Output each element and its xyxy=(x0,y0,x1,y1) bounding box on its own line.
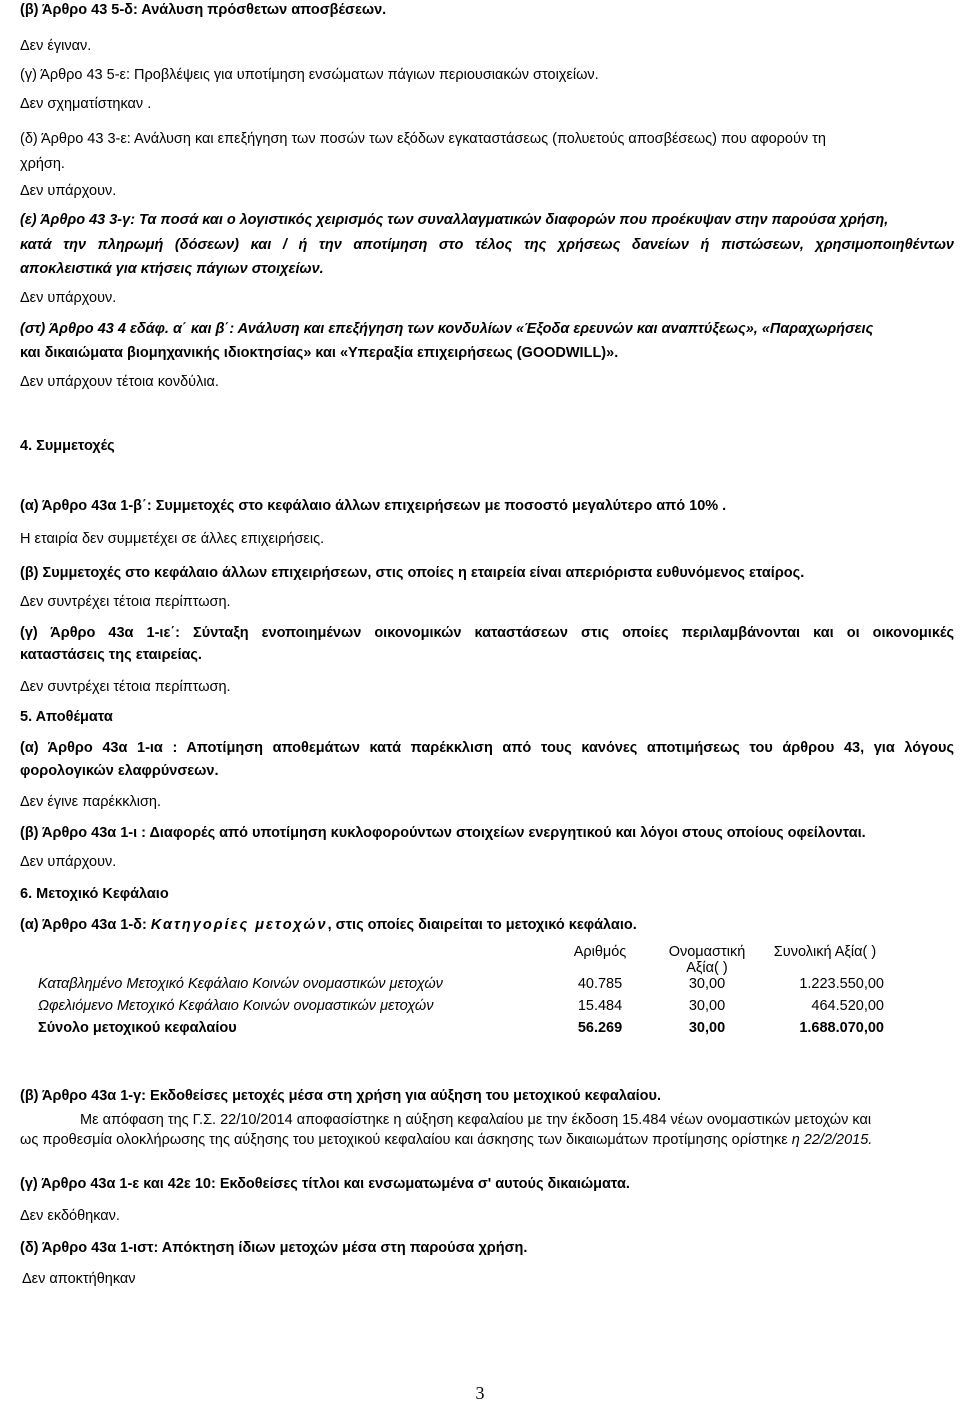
section-4a-text: Η εταιρία δεν συμμετέχει σε άλλες επιχειρήσεις. xyxy=(20,531,325,547)
section-6b-text-line2-main: ως προθεσμία ολοκλήρωσης της αύξησης του μετοχικού κεφαλαίου και άσκησης των δικαιωμάτων προτίμησης ορίστηκε xyxy=(20,1132,792,1148)
header-empty-cell xyxy=(38,944,552,976)
section-5a-title-line2: φορολογικών ελαφρύνσεων. xyxy=(20,763,219,779)
header-total: Συνολική Αξία( ) xyxy=(773,944,877,960)
total-nominal: 30,00 xyxy=(688,1020,726,1036)
table-row xyxy=(38,976,894,998)
table-row xyxy=(38,998,894,1020)
section-5a-text: Δεν έγινε παρέκκλιση. xyxy=(20,794,162,810)
row-label: Ωφελιόμενο Μετοχικό Κεφάλαιο Κοινών ονομαστικών μετοχών xyxy=(38,998,434,1014)
row-nominal: 30,00 xyxy=(688,976,726,992)
section-6-heading: 6. Μετοχικό Κεφάλαιο xyxy=(20,886,169,902)
total-value: 1.688.070,00 xyxy=(799,1020,884,1036)
section-e-text: Δεν υπάρχουν. xyxy=(20,290,117,306)
section-d-text: Δεν υπάρχουν. xyxy=(20,183,117,199)
section-6b-title: (β) Άρθρο 43α 1-γ: Εκδοθείσες μετοχές μέσα στη χρήση για αύξηση του μετοχικού κεφαλαίου. xyxy=(20,1088,661,1104)
page-number: 3 xyxy=(475,1383,485,1403)
table-total-row xyxy=(38,1020,894,1042)
section-6c-title: (γ) Άρθρο 43α 1-ε και 42ε 10: Εκδοθείσες τίτλοι και ενσωματωμένα σ' αυτούς δικαιώματα. xyxy=(20,1176,630,1192)
section-6a-title-spaced: Κατηγορίες μετοχών xyxy=(150,917,328,933)
section-6b-text-line2 xyxy=(20,1131,872,1149)
table-header-row xyxy=(38,944,894,976)
row-total: 464.520,00 xyxy=(811,998,884,1014)
section-st-title-line2: και δικαιώματα βιομηχανικής ιδιοκτησίας» και «Υπεραξία επιχειρήσεως (GOODWILL)». xyxy=(20,345,619,361)
section-4c-text: Δεν συντρέχει τέτοια περίπτωση. xyxy=(20,679,231,695)
section-6d-title: (δ) Άρθρο 43α 1-ιστ: Απόκτηση ίδιων μετοχών μέσα στη παρούσα χρήση. xyxy=(20,1240,528,1256)
header-nominal-line1: Ονομαστική xyxy=(668,944,746,960)
section-6d-text: Δεν αποκτήθηκαν xyxy=(22,1271,136,1287)
section-4-heading: 4. Συμμετοχές xyxy=(20,438,115,454)
section-6b-date: η 22/2/2015. xyxy=(791,1132,873,1148)
section-5-heading: 5. Αποθέματα xyxy=(20,709,113,725)
row-quantity: 40.785 xyxy=(577,976,623,992)
section-b-text: Δεν έγιναν. xyxy=(20,38,92,54)
header-quantity: Αριθμός xyxy=(573,944,627,960)
section-6a-title xyxy=(20,916,637,934)
section-c-text: Δεν σχηματίστηκαν . xyxy=(20,96,152,112)
section-5a-title-line1: (α) Άρθρο 43α 1-ια : Αποτίμηση αποθεμάτων κατά παρέκκλιση από τους κανόνες αποτιμήσεως του άρθρου 43, για λόγους xyxy=(20,740,954,756)
section-d-title-line2: χρήση. xyxy=(20,156,65,172)
section-4b-text: Δεν συντρέχει τέτοια περίπτωση. xyxy=(20,594,231,610)
header-nominal xyxy=(648,944,766,976)
section-4b-title: (β) Συμμετοχές στο κεφάλαιο άλλων επιχειρήσεων, στις οποίες η εταιρεία είναι απεριόριστα ευθυνόμενος εταίρος. xyxy=(20,565,805,581)
section-4a-title: (α) Άρθρο 43α 1-β΄: Συμμετοχές στο κεφάλαιο άλλων επιχειρήσεων με ποσοστό μεγαλύτερο από 10% . xyxy=(20,498,727,514)
section-e-title-line3: αποκλειστικά για κτήσεις πάγιων στοιχείων. xyxy=(20,261,324,277)
section-5b-title: (β) Άρθρο 43α 1-ι : Διαφορές από υποτίμηση κυκλοφορούντων στοιχείων ενεργητικού και λόγοι στους οποίους οφείλονται. xyxy=(20,825,866,841)
section-4c-title-line1: (γ) Άρθρο 43α 1-ιε΄: Σύνταξη ενοποιημένων οικονομικών καταστάσεων στις οποίες περιλαμβάνονται και οι οικονομικές xyxy=(20,625,954,641)
row-nominal: 30,00 xyxy=(688,998,726,1014)
section-e-title-line2: κατά την πληρωμή (δόσεων) και / ή την αποτίμηση στο τέλος της χρήσεως δανείων ή πιστώσεων, χρησιμοποιηθέντων xyxy=(20,237,954,253)
section-st-text: Δεν υπάρχουν τέτοια κονδύλια. xyxy=(20,374,219,390)
section-b-title: (β) Άρθρο 43 5-δ: Ανάλυση πρόσθετων αποσβέσεων. xyxy=(20,2,387,18)
row-quantity: 15.484 xyxy=(577,998,623,1014)
section-6c-text: Δεν εκδόθηκαν. xyxy=(20,1208,120,1224)
total-label: Σύνολο μετοχικού κεφαλαίου xyxy=(38,1020,237,1036)
section-c-title: (γ) Άρθρο 43 5-ε: Προβλέψεις για υποτίμηση ενσώματων πάγιων περιουσιακών στοιχείων. xyxy=(20,67,599,83)
share-capital-table xyxy=(38,944,894,1042)
section-6b-text-line1: Με απόφαση της Γ.Σ. 22/10/2014 αποφασίστηκε η αύξηση κεφαλαίου με την έκδοση 15.484 νέων ονομαστικών μετοχών και xyxy=(80,1112,872,1128)
section-st-title-line1: (στ) Άρθρο 43 4 εδάφ. α΄ και β΄: Ανάλυση και επεξήγηση των κονδυλίων «Έξοδα ερευνών και αναπτύξεως», «Παραχωρήσεις xyxy=(20,321,874,337)
section-4c-title-line2: καταστάσεις της εταιρείας. xyxy=(20,647,202,663)
row-total: 1.223.550,00 xyxy=(799,976,884,992)
section-5b-text: Δεν υπάρχουν. xyxy=(20,854,117,870)
header-nominal-line2: Αξία( ) xyxy=(686,960,728,976)
section-d-title-line1: (δ) Άρθρο 43 3-ε: Ανάλυση και επεξήγηση των ποσών των εξόδων εγκαταστάσεως (πολυετούς αποσβέσεως) που αφορούν τη xyxy=(20,131,826,147)
section-e-title-line1: (ε) Άρθρο 43 3-γ: Τα ποσά και ο λογιστικός χειρισμός των συναλλαγματικών διαφορών που προέκυψαν στην παρούσα χρήση, xyxy=(20,212,889,228)
section-6a-title-prefix: (α) Άρθρο 43α 1-δ: xyxy=(20,917,151,933)
total-quantity: 56.269 xyxy=(577,1020,623,1036)
row-label: Καταβλημένο Μετοχικό Κεφάλαιο Κοινών ονομαστικών μετοχών xyxy=(38,976,443,992)
section-6a-title-suffix: , στις οποίες διαιρείται το μετοχικό κεφάλαιο. xyxy=(327,917,637,933)
